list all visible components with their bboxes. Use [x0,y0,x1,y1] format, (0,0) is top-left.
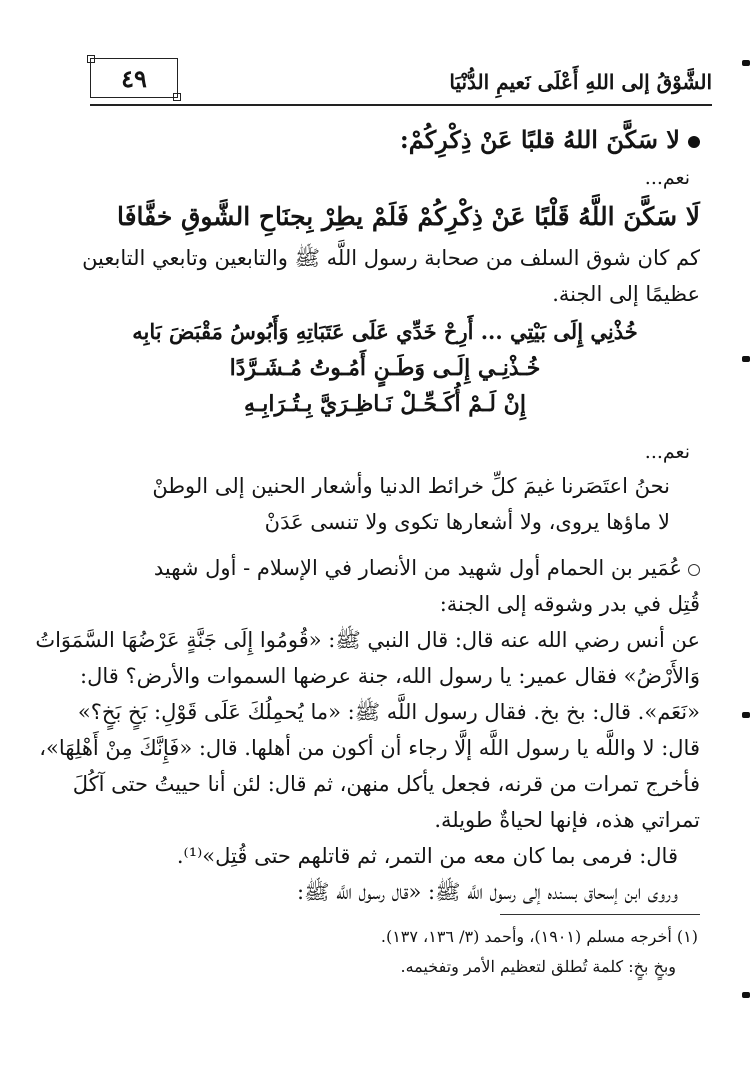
bullet-icon [688,136,700,148]
running-title: الشَّوْقُ إلى اللهِ أَعْلَى نَعيمِ الدُّنْيَا [449,70,712,94]
section-marker-icon [688,564,700,576]
hadith-line: تمراتي هذه، فإنها لحياةٌ طويلة. [434,808,700,832]
text-line: نعم... [644,167,690,189]
verse-line: إِنْ لَـمْ أُكَـحِّـلْ نَـاظِـرَيَّ بِـتُـرَابِـهِ [244,391,526,417]
text-line: نحنُ اعتَصَرنا غيمَ كلِّ خرائط الدنيا وأشعار الحنين إلى الوطنْ [152,474,670,498]
header-rule [90,104,712,106]
footnote: وبخٍ بخٍ: كلمة تُطلق لتعظيم الأمر وتفخيمه. [400,957,676,976]
section-heading: لا سَكَّنَ اللهُ قلبًا عَنْ ذِكْرِكُمْ: [70,118,700,162]
scan-edge-mark [742,356,750,362]
scan-edge-mark [742,992,750,998]
scan-edge-mark [742,712,750,718]
footnotes [70,922,698,982]
footnote: (١) أخرجه مسلم (١٩٠١)، وأحمد (٣/ ١٣٦، ١٣٧). [380,927,698,946]
page-number: ٤٩ [121,63,147,93]
hadith-line: فأخرج تمرات من قرنه، فجعل يأكل منهن، ثم قال: لئن أنا حييتُ حتى آكُلَ [72,772,700,796]
hadith-line: «نَعَم». قال: بخ بخ. فقال رسول اللَّه ﷺ: «ما يُحمِلُكَ عَلَى قَوْلِ: بَخٍ بَخٍ؟» [77,700,700,724]
page-header [58,48,712,104]
page-number-frame [90,58,178,98]
text-line: لا ماؤها يروى، ولا أشعارها تكوى ولا تنسى عَدَنْ [264,510,670,534]
verse-line: خُـذْنِـي إِلَـى وَطَـنٍ أَمُـوتُ مُـشَـرَّدًا [229,355,541,381]
hadith-line: قال: لا واللَّه يا رسول اللَّه إلَّا رجاء أن أكون من أهلها. قال: «فَإِنَّكَ مِنْ أَهْلِهَا»، [39,736,700,760]
hadith-line: قال: فرمى بما كان معه من التمر، ثم قاتلهم حتى قُتِل»⁽¹⁾. [176,844,678,868]
poem-line: لَا سَكَّنَ اللَّهُ قَلْبًا عَنْ ذِكْرِكُمْ فَلَمْ يطِرْ بِجنَاحِ الشَّوقِ خفَّافَا [116,202,700,231]
text-line: عظيمًا إلى الجنة. [552,282,700,306]
text-line: كم كان شوق السلف من صحابة رسول اللَّه ﷺ والتابعين وتابعي التابعين [82,246,700,270]
section-title: عُمَير بن الحمام أول شهيد من الأنصار في الإسلام - أول شهيد [70,550,700,586]
hadith-line: وَالأَرْضُ» فقال عمير: يا رسول الله، جنة عرضها السموات والأرض؟ قال: [80,664,700,688]
text-line: نعم... [644,441,690,463]
section-title: قُتِل في بدر وشوقه إلى الجنة: [439,592,700,616]
scan-edge-mark [742,60,750,66]
hadith-line: عن أنس رضي الله عنه قال: قال النبي ﷺ: «قُومُوا إِلَى جَنَّةٍ عَرْضُهَا السَّمَوَاتُ [35,628,700,652]
footnote-rule [500,914,700,915]
main-text [35,118,700,910]
verse-line: خُذْنِي إِلَى بَيْتِي ... أَرِحْ خَدِّي عَلَى عَتَبَاتِهِ وَأَبُوسُ مَقْبَضَ بَابِه [132,319,638,344]
hadith-line: وروى ابن إسحاق بسنده إلى رسول اللَّه ﷺ: «قال رسول اللَّه ﷺ: [297,880,678,904]
